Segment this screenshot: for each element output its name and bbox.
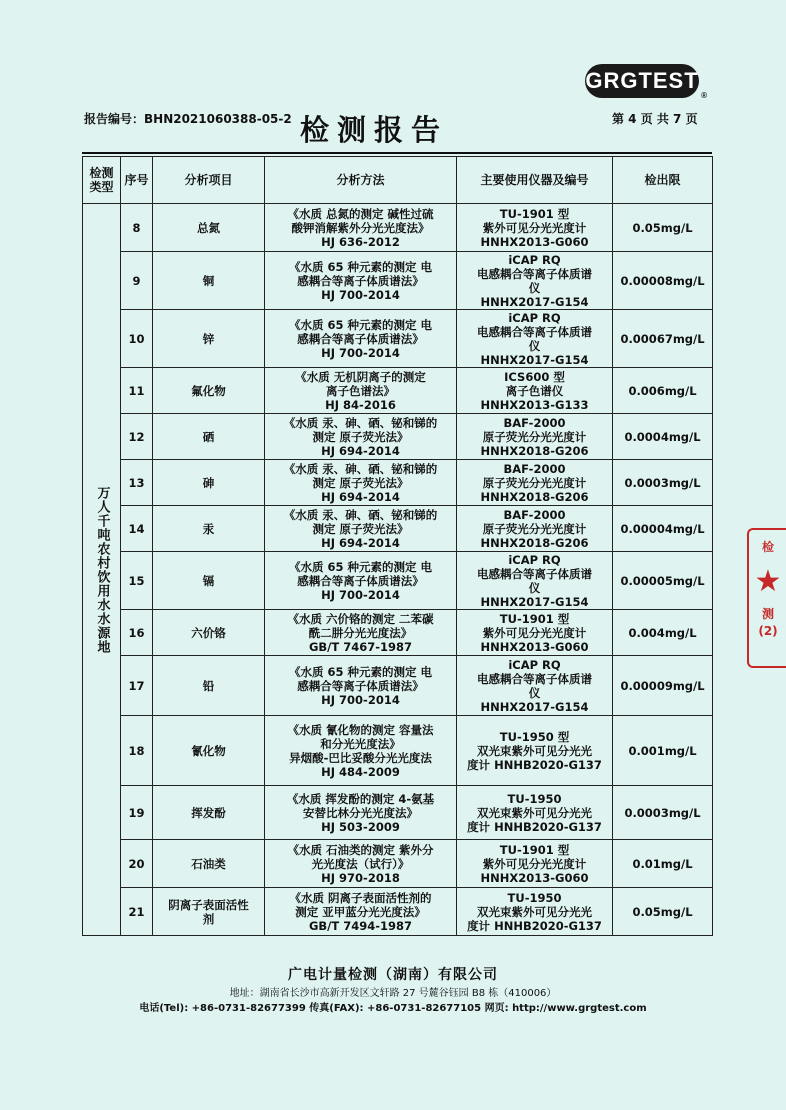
col-header-limit: 检出限 [613,157,713,204]
stamp-middle-text: 测 [761,607,774,621]
col-header-instrument: 主要使用仪器及编号 [457,157,613,204]
detection-limit: 0.0003mg/L [613,460,713,506]
analysis-item: 挥发酚 [153,786,265,840]
company-contact: 电话(Tel): +86-0731-82677399 传真(FAX): +86-0731-82677105 网页: http://www.grgtest.com [139,1003,647,1014]
instrument-info: TU-1901 型 紫外可见分光光度计 HNHX2013-G060 [457,204,613,252]
row-number: 10 [121,310,153,368]
logo-text: GRGTEST [585,68,699,93]
analysis-method: 《水质 石油类的测定 紫外分 光光度法（试行）》 HJ 970-2018 [265,840,457,888]
col-header-type: 检测类型 [83,157,121,204]
row-number: 9 [121,252,153,310]
table-row [83,840,713,888]
analysis-item: 镉 [153,552,265,610]
seal-stamp [747,528,786,668]
analysis-item: 氟化物 [153,368,265,414]
row-number: 15 [121,552,153,610]
header-rule [82,152,712,154]
analysis-item: 铜 [153,252,265,310]
page-title: 检测报告 [300,113,449,147]
instrument-info: TU-1901 型 紫外可见分光光度计 HNHX2013-G060 [457,610,613,656]
analysis-method: 《水质 汞、砷、硒、铋和锑的 测定 原子荧光法》 HJ 694-2014 [265,460,457,506]
company-address: 地址：湖南省长沙市高新开发区文轩路 27 号麓谷钰园 B8 栋（410006） [229,988,557,999]
detection-limit: 0.00009mg/L [613,656,713,716]
table-row [83,888,713,936]
company-name: 广电计量检测（湖南）有限公司 [288,967,498,983]
instrument-info: iCAP RQ 电感耦合等离子体质谱 仪 HNHX2017-G154 [457,552,613,610]
table-header-row [83,157,713,204]
detection-limit: 0.00067mg/L [613,310,713,368]
table-body [83,204,713,936]
table-row [83,204,713,252]
analysis-method: 《水质 65 种元素的测定 电 感耦合等离子体质谱法》 HJ 700-2014 [265,656,457,716]
analysis-method: 《水质 氰化物的测定 容量法 和分光光度法》 异烟酸-巴比妥酸分光光度法 HJ 484-2009 [265,716,457,786]
col-header-no: 序号 [121,157,153,204]
row-number: 21 [121,888,153,936]
row-number: 19 [121,786,153,840]
report-number: 报告编号：BHN2021060388-05-2 [84,112,292,126]
row-number: 18 [121,716,153,786]
row-number: 20 [121,840,153,888]
detection-limit: 0.00005mg/L [613,552,713,610]
row-number: 14 [121,506,153,552]
instrument-info: TU-1901 型 紫外可见分光光度计 HNHX2013-G060 [457,840,613,888]
instrument-info: BAF-2000 原子荧光分光光度计 HNHX2018-G206 [457,506,613,552]
instrument-info: iCAP RQ 电感耦合等离子体质谱 仪 HNHX2017-G154 [457,310,613,368]
table-row [83,252,713,310]
page-info: 第 4 页 共 7 页 [612,112,698,126]
detection-limit: 0.006mg/L [613,368,713,414]
table-row [83,786,713,840]
instrument-info: TU-1950 双光束紫外可见分光光 度计 HNHB2020-G137 [457,786,613,840]
row-number: 8 [121,204,153,252]
analysis-item: 铅 [153,656,265,716]
test-method-table [82,156,713,936]
detection-limit: 0.001mg/L [613,716,713,786]
analysis-method: 《水质 汞、砷、硒、铋和锑的 测定 原子荧光法》 HJ 694-2014 [265,506,457,552]
table-row [83,506,713,552]
row-number: 17 [121,656,153,716]
row-number: 13 [121,460,153,506]
row-number: 16 [121,610,153,656]
table-row [83,716,713,786]
analysis-method: 《水质 65 种元素的测定 电 感耦合等离子体质谱法》 HJ 700-2014 [265,310,457,368]
star-icon: ★ [754,564,782,599]
analysis-method: 《水质 阴离子表面活性剂的 测定 亚甲蓝分光光度法》 GB/T 7494-1987 [265,888,457,936]
analysis-item: 汞 [153,506,265,552]
analysis-item: 总氮 [153,204,265,252]
detection-limit: 0.00008mg/L [613,252,713,310]
detection-limit: 0.0003mg/L [613,786,713,840]
analysis-method: 《水质 总氮的测定 碱性过硫 酸钾消解紫外分光光度法》 HJ 636-2012 [265,204,457,252]
table-row [83,656,713,716]
table-row [83,460,713,506]
table-row [83,310,713,368]
instrument-info: TU-1950 双光束紫外可见分光光 度计 HNHB2020-G137 [457,888,613,936]
instrument-info: BAF-2000 原子荧光分光光度计 HNHX2018-G206 [457,460,613,506]
detection-limit: 0.01mg/L [613,840,713,888]
table-row [83,368,713,414]
row-number: 12 [121,414,153,460]
analysis-method: 《水质 六价铬的测定 二苯碳 酰二肼分光光度法》 GB/T 7467-1987 [265,610,457,656]
analysis-item: 硒 [153,414,265,460]
table-row [83,610,713,656]
grgtest-logo [585,64,708,100]
stamp-top-text: 检 [761,540,774,554]
analysis-item: 阴离子表面活性 剂 [153,888,265,936]
analysis-item: 锌 [153,310,265,368]
registered-mark-icon: ® [701,91,708,100]
analysis-method: 《水质 挥发酚的测定 4-氨基 安替比林分光光度法》 HJ 503-2009 [265,786,457,840]
analysis-item: 石油类 [153,840,265,888]
instrument-info: ICS600 型 离子色谱仪 HNHX2013-G133 [457,368,613,414]
analysis-method: 《水质 汞、砷、硒、铋和锑的 测定 原子荧光法》 HJ 694-2014 [265,414,457,460]
category-cell [83,204,121,936]
analysis-item: 六价铬 [153,610,265,656]
instrument-info: BAF-2000 原子荧光分光光度计 HNHX2018-G206 [457,414,613,460]
instrument-info: TU-1950 型 双光束紫外可见分光光 度计 HNHB2020-G137 [457,716,613,786]
col-header-item: 分析项目 [153,157,265,204]
stamp-bottom-text: (2) [758,624,778,638]
table-row [83,414,713,460]
analysis-method: 《水质 65 种元素的测定 电 感耦合等离子体质谱法》 HJ 700-2014 [265,252,457,310]
col-header-method: 分析方法 [265,157,457,204]
analysis-item: 砷 [153,460,265,506]
analysis-method: 《水质 无机阴离子的测定 离子色谱法》 HJ 84-2016 [265,368,457,414]
detection-limit: 0.05mg/L [613,888,713,936]
analysis-method: 《水质 65 种元素的测定 电 感耦合等离子体质谱法》 HJ 700-2014 [265,552,457,610]
detection-limit: 0.00004mg/L [613,506,713,552]
detection-limit: 0.0004mg/L [613,414,713,460]
instrument-info: iCAP RQ 电感耦合等离子体质谱 仪 HNHX2017-G154 [457,656,613,716]
category-label: 万人千吨农村饮用水水源地 [94,485,110,654]
detection-limit: 0.004mg/L [613,610,713,656]
table-row [83,552,713,610]
instrument-info: iCAP RQ 电感耦合等离子体质谱 仪 HNHX2017-G154 [457,252,613,310]
row-number: 11 [121,368,153,414]
detection-limit: 0.05mg/L [613,204,713,252]
analysis-item: 氰化物 [153,716,265,786]
